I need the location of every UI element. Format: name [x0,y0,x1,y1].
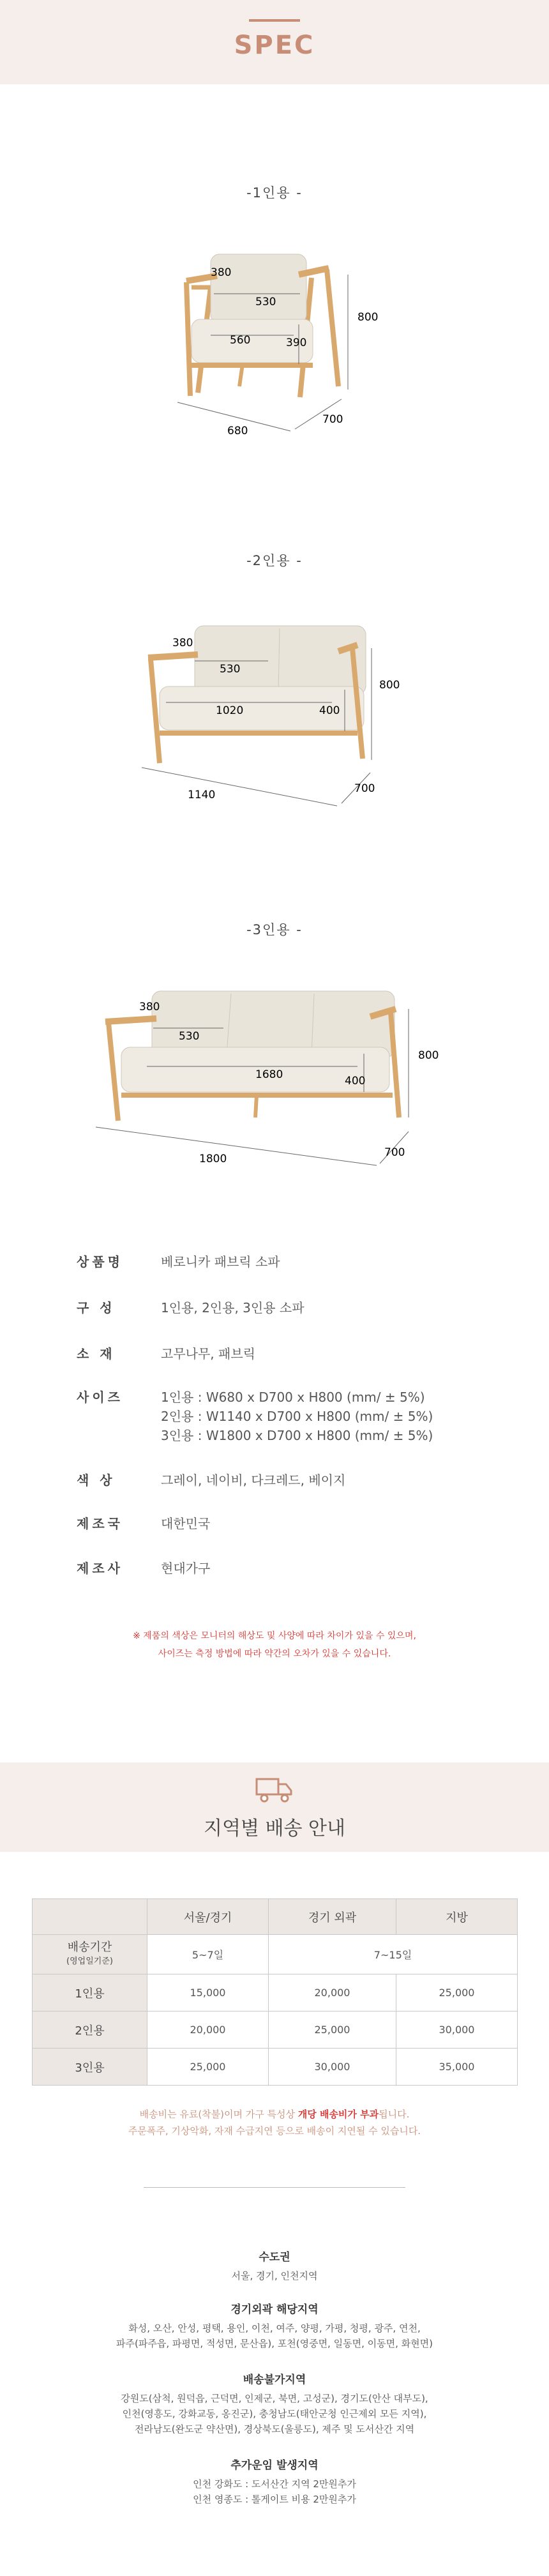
sofa-1-illustration [0,230,549,447]
sofa-2-dim-seat-w: 530 [220,663,241,676]
sofa-3-dim-width: 1800 [199,1153,227,1165]
model-1-title: -1인용 - [246,185,303,201]
spec-value-size-3: 3인용 : W1800 x D700 x H800 (mm/ ± 5%) [161,1428,433,1443]
spec-value-product: 베로니카 패브릭 소파 [161,1254,280,1269]
sofa-1-dim-seat-h: 390 [286,337,307,349]
sofa-3-dim-depth: 700 [384,1146,405,1159]
region-line: 파주(파주읍, 파평면, 적성면, 문산읍), 포천(영중면, 일동면, 이동면, 화현면) [116,2338,433,2349]
region-line: 강원도(삼척, 원덕읍, 근덕면, 인제군, 북면, 고성군), 경기도(안산 대부도), [121,2393,428,2404]
region-line: 인천 강화도 : 도서산간 지역 2만원추가 [193,2478,356,2490]
sofa-2-dim-seat-h: 400 [319,704,340,717]
sofa-1-dim-seat-d: 560 [230,334,251,347]
region-line: 서울, 경기, 인천지역 [231,2270,318,2282]
sofa-3-dim-seat-d: 1680 [255,1068,283,1081]
sofa-2-dim-width: 1140 [188,789,216,801]
sofa-1-drawing [186,254,338,397]
delivery-title: 지역별 배송 안내 [204,1817,345,1840]
region-title-capital: 수도권 [259,2251,290,2264]
sofa-3-dim-seat-h: 400 [345,1075,366,1087]
region-line: 인천 영종도 : 톨게이트 비용 2만원추가 [193,2494,356,2505]
table-header-local: 지방 [396,1899,518,1935]
sofa-1-dim-seat-w: 530 [255,296,276,308]
spec-label-composition: 구 성 [77,1300,116,1315]
delivery-note-2: 주문폭주, 기상악화, 자재 수급지연 등으로 배송이 지연될 수 있습니다. [128,2125,421,2137]
sofa-2-dim-depth: 700 [354,782,375,795]
period-label: 배송기간 [67,1940,112,1954]
table-cell: 15,000 [147,1974,269,2012]
sofa-2-dim-back: 380 [172,637,193,649]
model-2-title: -2인용 - [246,553,303,568]
delivery-truck-icon [254,1774,295,1805]
notice-line-1: ※ 제품의 색상은 모니터의 해상도 및 사양에 따라 차이가 있을 수 있으며, [133,1631,416,1641]
model-3-title: -3인용 - [246,922,303,937]
table-cell: 30,000 [396,2012,518,2049]
sofa-1-dim-width: 680 [227,425,248,437]
region-line: 전라남도(완도군 약산면), 경상북도(울릉도), 제주 및 도서산간 지역 [134,2423,415,2435]
sofa-3-dim-back: 380 [139,1001,160,1013]
sofa-1-dim-height: 800 [357,311,379,324]
region-line: 인천(영흥도, 강화교동, 옹진군), 충청남도(태안군청 인근제외 모든 지역), [122,2408,427,2420]
delivery-note-1b: 개당 배송비가 부과 [297,2109,379,2120]
table-row-label: 1인용 [33,1974,147,2012]
delivery-note-1a: 배송비는 유료(착불)이며 가구 특성상 [139,2109,298,2120]
spec-label-size: 사이즈 [77,1390,123,1405]
sofa-1-dim-back: 380 [211,266,232,279]
table-row-label [33,1935,147,1974]
spec-value-color: 그레이, 네이비, 다크레드, 베이지 [161,1473,346,1488]
spec-label-product: 상품명 [77,1254,123,1269]
table-cell: 5~7일 [147,1935,269,1974]
table-cell: 7~15일 [269,1935,518,1974]
sofa-2-dim-height: 800 [379,679,400,692]
region-title-unavailable: 배송불가지역 [243,2374,306,2386]
table-cell: 25,000 [147,2049,269,2086]
spec-value-maker: 현대가구 [161,1561,211,1576]
table-header-empty [33,1899,147,1935]
spec-value-country: 대한민국 [161,1516,211,1531]
table-cell: 25,000 [269,2012,396,2049]
table-row-label: 2인용 [33,2012,147,2049]
spec-label-color: 색 상 [77,1473,116,1488]
sofa-3-dim-seat-w: 530 [179,1030,200,1043]
table-cell: 30,000 [269,2049,396,2086]
sofa-2-dim-seat-d: 1020 [216,704,244,717]
table-header-row [33,1899,518,1935]
region-title-extra-fee: 추가운임 발생지역 [230,2459,319,2472]
sofa-2-illustration [0,600,549,811]
table-row [33,1974,518,2012]
table-row-label: 3인용 [33,2049,147,2086]
table-header-seoul: 서울/경기 [147,1899,269,1935]
spec-label-maker: 제조사 [77,1561,123,1576]
region-title-outskirts: 경기외곽 해당지역 [230,2303,319,2316]
spec-title: SPEC [234,31,315,60]
table-row [33,2012,518,2049]
sofa-3-illustration [0,964,549,1169]
spec-value-material: 고무나무, 패브릭 [161,1346,255,1361]
notice-line-2: 사이즈는 측정 방법에 따라 약간의 오차가 있을 수 있습니다. [158,1649,391,1659]
delivery-note-1 [0,2106,549,2123]
sofa-1-dim-depth: 700 [322,413,343,426]
spec-value-size-2: 2인용 : W1140 x D700 x H800 (mm/ ± 5%) [161,1409,433,1424]
table-row [33,2049,518,2086]
delivery-note-1c: 됩니다. [379,2109,410,2120]
sofa-3-dim-height: 800 [418,1049,439,1062]
table-cell: 20,000 [269,1974,396,2012]
table-cell: 25,000 [396,1974,518,2012]
table-cell: 35,000 [396,2049,518,2086]
table-cell: 20,000 [147,2012,269,2049]
region-line: 화성, 오산, 안성, 평택, 용인, 이천, 여주, 양평, 가평, 청평, 광주, 연천, [128,2322,421,2334]
table-row-period [33,1935,518,1974]
spec-value-size-1: 1인용 : W680 x D700 x H800 (mm/ ± 5%) [161,1390,425,1405]
spec-value-composition: 1인용, 2인용, 3인용 소파 [161,1300,305,1315]
spec-label-material: 소 재 [77,1346,116,1361]
divider [144,2187,405,2188]
table-header-outskirts: 경기 외곽 [269,1899,396,1935]
spec-label-country: 제조국 [77,1516,123,1531]
spec-accent-bar [249,19,300,22]
delivery-fee-table [32,1898,518,2086]
period-sublabel: (영업일기준) [66,1956,113,1966]
